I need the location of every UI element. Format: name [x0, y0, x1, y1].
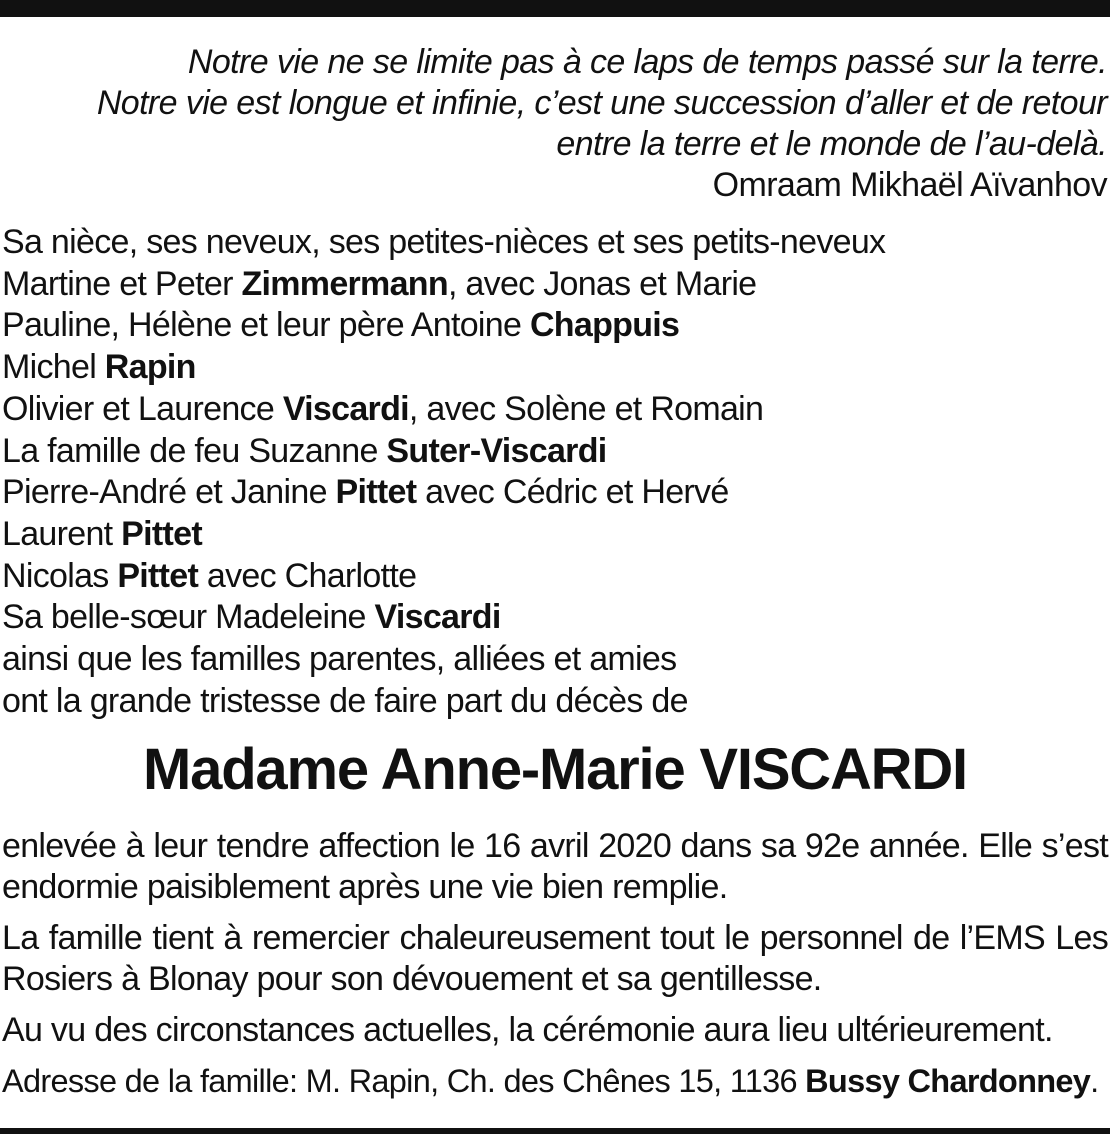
family-surname: Zimmermann: [241, 264, 448, 303]
ceremony-paragraph: Au vu des circonstances actuelles, la cérémonie aura lieu ultérieurement.: [2, 1011, 1053, 1049]
family-line: Olivier et Laurence Viscardi, avec Solène et Romain: [2, 389, 764, 428]
family-line: Sa nièce, ses neveux, ses petites-nièces et ses petits-neveux: [2, 223, 886, 261]
family-list: [2, 222, 1108, 722]
quote-line-1: Notre vie ne se limite pas à ce laps de temps passé sur la terre.: [187, 43, 1107, 81]
family-line: ont la grande tristesse de faire part du décès de: [2, 681, 688, 720]
family-surname: Pittet: [335, 473, 417, 512]
family-surname: Rapin: [104, 348, 196, 387]
family-address: Adresse de la famille: M. Rapin, Ch. des Chênes 15, 1136 Bussy Chardonney.: [2, 1063, 1099, 1099]
family-line: La famille de feu Suzanne Suter-Viscardi: [2, 431, 607, 470]
epitaph-quote: [0, 42, 1107, 206]
deceased-name: Madame Anne-Marie VISCARDI: [143, 737, 967, 802]
family-line: Nicolas Pittet avec Charlotte: [2, 556, 417, 595]
announcement-body: [2, 826, 1108, 1112]
family-surname: Suter-Viscardi: [386, 431, 607, 470]
death-notice-paragraph: enlevée à leur tendre affection le 16 avril 2020 dans sa 92e année. Elle s’est endormie paisiblement après une vie bien remplie.: [2, 827, 1108, 906]
family-surname: Pittet: [121, 514, 202, 553]
family-surname: Viscardi: [374, 598, 501, 637]
quote-line-2: Notre vie est longue et infinie, c’est une succession d’aller et de retour: [96, 84, 1107, 122]
family-surname: Pittet: [117, 556, 199, 595]
family-surname: Viscardi: [282, 389, 409, 428]
family-line: Laurent Pittet: [2, 514, 202, 553]
family-surname: Chappuis: [529, 306, 680, 345]
quote-author: Omraam Mikhaël Aïvanhov: [712, 166, 1107, 204]
family-line: Pierre-André et Janine Pittet avec Cédric et Hervé: [2, 473, 729, 512]
family-line: Pauline, Hélène et leur père Antoine Chappuis: [2, 306, 680, 345]
top-border-rule: [0, 0, 1110, 17]
family-line: Martine et Peter Zimmermann, avec Jonas et Marie: [2, 264, 757, 303]
address-locality: Bussy Chardonney: [805, 1063, 1091, 1099]
bottom-border-rule: [0, 1128, 1110, 1134]
family-line: ainsi que les familles parentes, alliées et amies: [2, 640, 677, 679]
family-line: Sa belle-sœur Madeleine Viscardi: [2, 598, 501, 637]
thanks-paragraph: La famille tient à remercier chaleureusement tout le personnel de l’EMS Les Rosiers à Blonay pour son dévouement et sa gentillesse.: [2, 919, 1108, 998]
quote-line-3: entre la terre et le monde de l’au-delà.: [556, 125, 1107, 163]
family-line: Michel Rapin: [2, 348, 196, 387]
